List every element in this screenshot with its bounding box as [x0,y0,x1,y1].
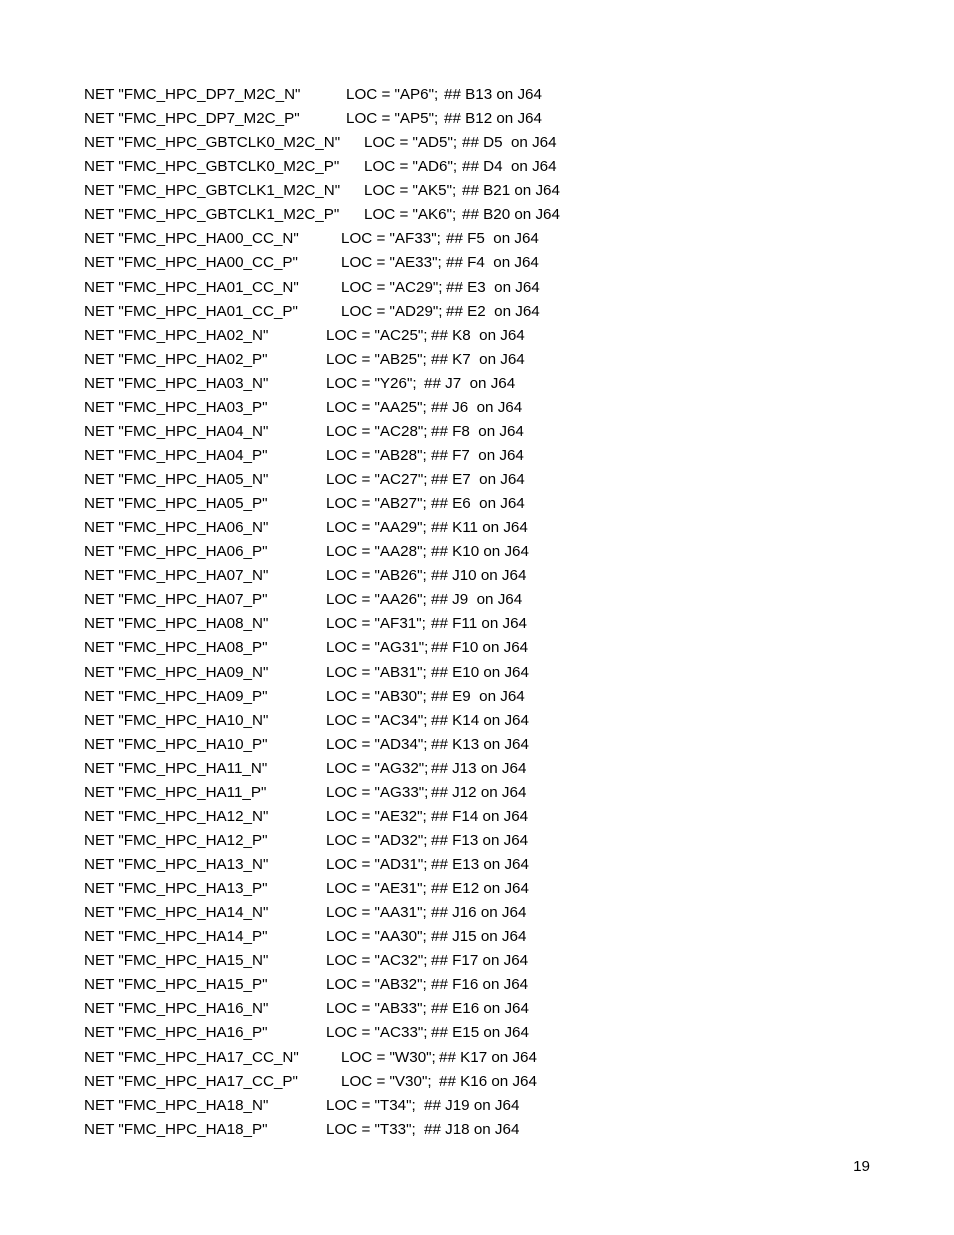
net-name: NET "FMC_HPC_DP7_M2C_N" [84,86,301,103]
pin-comment: ## B12 on J64 [444,110,542,128]
loc-constraint: LOC = "AE33"; [341,254,442,272]
constraint-line [84,662,904,686]
constraint-line [84,156,904,180]
loc-constraint: LOC = "AD29"; [341,302,443,320]
loc-constraint: LOC = "AD5"; [364,134,458,152]
constraint-line [84,854,904,878]
loc-constraint: LOC = "AK6"; [364,206,457,224]
loc-constraint: LOC = "AE32"; [326,807,427,825]
loc-constraint: LOC = "AE31"; [326,880,427,898]
loc-constraint: LOC = "AB32"; [326,976,427,994]
loc-constraint: LOC = "AG33"; [326,783,429,801]
net-name: NET "FMC_HPC_HA13_N" [84,856,269,873]
net-name: NET "FMC_HPC_HA18_P" [84,1120,268,1138]
net-name: NET "FMC_HPC_GBTCLK1_M2C_P" [84,206,340,224]
pin-comment: ## E15 on J64 [431,1024,529,1042]
constraint-line [84,108,904,132]
loc-constraint: LOC = "AD32"; [326,831,428,849]
net-name: NET "FMC_HPC_HA12_N" [84,807,269,825]
net-name: NET "FMC_HPC_HA04_N" [84,422,269,440]
net-name: NET "FMC_HPC_HA17_CC_N" [84,1048,299,1066]
page-number: 19 [853,1158,870,1175]
constraint-line [84,228,904,252]
pin-comment: ## D4 on J64 [462,158,557,176]
loc-constraint: LOC = "AC25"; [326,326,428,344]
pin-comment: ## F13 on J64 [431,831,529,849]
constraint-line [84,493,904,517]
loc-constraint: LOC = "AG31"; [326,639,429,657]
pin-comment: ## E10 on J64 [431,663,529,681]
loc-constraint: LOC = "AC29"; [341,278,443,296]
pin-comment: ## J15 on J64 [431,928,527,946]
pin-comment: ## B20 on J64 [462,206,560,224]
pin-comment: ## K17 on J64 [439,1048,537,1066]
pin-comment: ## K11 on J64 [431,519,528,537]
loc-constraint: LOC = "AD6"; [364,158,458,176]
constraint-line [84,902,904,926]
net-name: NET "FMC_HPC_HA16_N" [84,1000,269,1018]
loc-constraint: LOC = "AB30"; [326,687,427,705]
net-name: NET "FMC_HPC_HA11_N" [84,759,268,777]
loc-constraint: LOC = "AA26"; [326,591,427,609]
loc-constraint: LOC = "AB31"; [326,663,427,681]
net-name: NET "FMC_HPC_HA05_N" [84,471,269,488]
loc-constraint: LOC = "AF31"; [326,615,426,633]
net-name: NET "FMC_HPC_HA09_N" [84,663,269,681]
loc-constraint: LOC = "AG32"; [326,759,429,777]
pin-comment: ## K13 on J64 [431,735,529,753]
pin-comment: ## E12 on J64 [431,880,529,898]
loc-constraint: LOC = "AD31"; [326,856,428,873]
pin-comment: ## F11 on J64 [431,615,527,633]
constraint-line [84,710,904,734]
net-name: NET "FMC_HPC_HA12_P" [84,831,268,849]
pin-comment: ## F10 on J64 [431,639,529,657]
pin-comment: ## J10 on J64 [431,567,527,585]
net-name: NET "FMC_HPC_HA10_P" [84,735,268,753]
constraint-line [84,926,904,950]
net-name: NET "FMC_HPC_HA15_N" [84,952,269,970]
loc-constraint: LOC = "AB28"; [326,446,427,464]
net-name: NET "FMC_HPC_HA02_P" [84,350,268,368]
pin-comment: ## E6 on J64 [431,495,525,513]
net-name: NET "FMC_HPC_HA06_N" [84,519,269,537]
net-name: NET "FMC_HPC_HA00_CC_N" [84,230,299,248]
constraint-line [84,445,904,469]
net-name: NET "FMC_HPC_HA03_N" [84,374,269,392]
net-name: NET "FMC_HPC_HA18_N" [84,1096,269,1114]
pin-comment: ## E7 on J64 [431,471,525,488]
net-name: NET "FMC_HPC_HA08_N" [84,615,269,633]
loc-constraint: LOC = "AF33"; [341,230,441,248]
loc-constraint: LOC = "T33"; [326,1120,416,1138]
loc-constraint: LOC = "AC34"; [326,711,428,729]
constraint-line [84,180,904,204]
net-name: NET "FMC_HPC_HA17_CC_P" [84,1072,298,1090]
constraint-line [84,541,904,565]
constraint-line [84,204,904,228]
constraint-line [84,421,904,445]
pin-comment: ## B13 on J64 [444,86,542,103]
constraint-line [84,469,904,493]
constraint-line [84,565,904,589]
net-name: NET "FMC_HPC_HA08_P" [84,639,268,657]
constraint-line [84,1047,904,1071]
constraint-line [84,974,904,998]
constraint-lines [84,84,904,1143]
loc-constraint: LOC = "AP5"; [346,110,439,128]
pin-comment: ## F14 on J64 [431,807,529,825]
constraint-line [84,132,904,156]
loc-constraint: LOC = "W30"; [341,1048,436,1066]
loc-constraint: LOC = "AC28"; [326,422,428,440]
constraint-line [84,301,904,325]
constraint-line [84,734,904,758]
pin-comment: ## J18 on J64 [424,1120,520,1138]
pin-comment: ## K8 on J64 [431,326,525,344]
loc-constraint: LOC = "AA30"; [326,928,427,946]
pin-comment: ## K7 on J64 [431,350,525,368]
net-name: NET "FMC_HPC_HA01_CC_N" [84,278,299,296]
loc-constraint: LOC = "AB33"; [326,1000,427,1018]
net-name: NET "FMC_HPC_HA10_N" [84,711,269,729]
pin-comment: ## J9 on J64 [431,591,523,609]
constraint-line [84,397,904,421]
constraint-line [84,686,904,710]
pin-comment: ## D5 on J64 [462,134,557,152]
loc-constraint: LOC = "AK5"; [364,182,457,200]
loc-constraint: LOC = "AD34"; [326,735,428,753]
net-name: NET "FMC_HPC_HA00_CC_P" [84,254,298,272]
loc-constraint: LOC = "AA28"; [326,543,427,561]
constraint-line [84,758,904,782]
constraint-line [84,1119,904,1143]
net-name: NET "FMC_HPC_HA14_P" [84,928,268,946]
constraint-line [84,589,904,613]
pin-comment: ## K10 on J64 [431,543,529,561]
pin-comment: ## F8 on J64 [431,422,524,440]
net-name: NET "FMC_HPC_HA11_P" [84,783,267,801]
net-name: NET "FMC_HPC_HA03_P" [84,398,268,416]
pin-comment: ## J7 on J64 [424,374,516,392]
pin-comment: ## F16 on J64 [431,976,529,994]
constraint-line [84,1022,904,1046]
pin-comment: ## E16 on J64 [431,1000,529,1018]
pin-comment: ## J19 on J64 [424,1096,520,1114]
net-name: NET "FMC_HPC_HA07_N" [84,567,269,585]
constraint-line [84,782,904,806]
net-name: NET "FMC_HPC_HA02_N" [84,326,269,344]
constraint-line [84,84,904,108]
net-name: NET "FMC_HPC_HA07_P" [84,591,268,609]
constraint-line [84,277,904,301]
net-name: NET "FMC_HPC_HA16_P" [84,1024,268,1042]
pin-comment: ## J16 on J64 [431,904,527,922]
loc-constraint: LOC = "V30"; [341,1072,432,1090]
loc-constraint: LOC = "AA31"; [326,904,427,922]
net-name: NET "FMC_HPC_HA05_P" [84,495,268,513]
loc-constraint: LOC = "AP6"; [346,86,439,103]
constraint-line [84,806,904,830]
net-name: NET "FMC_HPC_HA14_N" [84,904,269,922]
loc-constraint: LOC = "Y26"; [326,374,417,392]
constraint-line [84,613,904,637]
pin-comment: ## E3 on J64 [446,278,540,296]
net-name: NET "FMC_HPC_GBTCLK1_M2C_N" [84,182,341,200]
loc-constraint: LOC = "AB25"; [326,350,427,368]
constraint-line [84,830,904,854]
constraint-line [84,325,904,349]
loc-constraint: LOC = "T34"; [326,1096,416,1114]
constraint-line [84,373,904,397]
loc-constraint: LOC = "AC27"; [326,471,428,488]
pin-comment: ## F4 on J64 [446,254,539,272]
constraint-line [84,517,904,541]
net-name: NET "FMC_HPC_HA06_P" [84,543,268,561]
pin-comment: ## J13 on J64 [431,759,527,777]
net-name: NET "FMC_HPC_GBTCLK0_M2C_P" [84,158,340,176]
loc-constraint: LOC = "AC33"; [326,1024,428,1042]
constraint-line [84,252,904,276]
constraint-line [84,950,904,974]
pin-comment: ## E13 on J64 [431,856,529,873]
constraint-line [84,998,904,1022]
constraint-line [84,878,904,902]
constraint-line [84,637,904,661]
pin-comment: ## J6 on J64 [431,398,523,416]
loc-constraint: LOC = "AB26"; [326,567,427,585]
net-name: NET "FMC_HPC_GBTCLK0_M2C_N" [84,134,341,152]
pin-comment: ## K14 on J64 [431,711,529,729]
pin-comment: ## F7 on J64 [431,446,524,464]
pin-comment: ## E9 on J64 [431,687,525,705]
net-name: NET "FMC_HPC_HA09_P" [84,687,268,705]
loc-constraint: LOC = "AA25"; [326,398,427,416]
loc-constraint: LOC = "AC32"; [326,952,428,970]
constraint-line [84,1071,904,1095]
pin-comment: ## E2 on J64 [446,302,540,320]
constraint-line [84,349,904,373]
net-name: NET "FMC_HPC_HA13_P" [84,880,268,898]
pin-comment: ## J12 on J64 [431,783,527,801]
net-name: NET "FMC_HPC_HA15_P" [84,976,268,994]
pin-comment: ## F17 on J64 [431,952,529,970]
pin-comment: ## F5 on J64 [446,230,539,248]
loc-constraint: LOC = "AA29"; [326,519,427,537]
net-name: NET "FMC_HPC_HA01_CC_P" [84,302,298,320]
pin-comment: ## B21 on J64 [462,182,560,200]
net-name: NET "FMC_HPC_HA04_P" [84,446,268,464]
pin-comment: ## K16 on J64 [439,1072,537,1090]
net-name: NET "FMC_HPC_DP7_M2C_P" [84,110,300,128]
constraint-line [84,1095,904,1119]
loc-constraint: LOC = "AB27"; [326,495,427,513]
